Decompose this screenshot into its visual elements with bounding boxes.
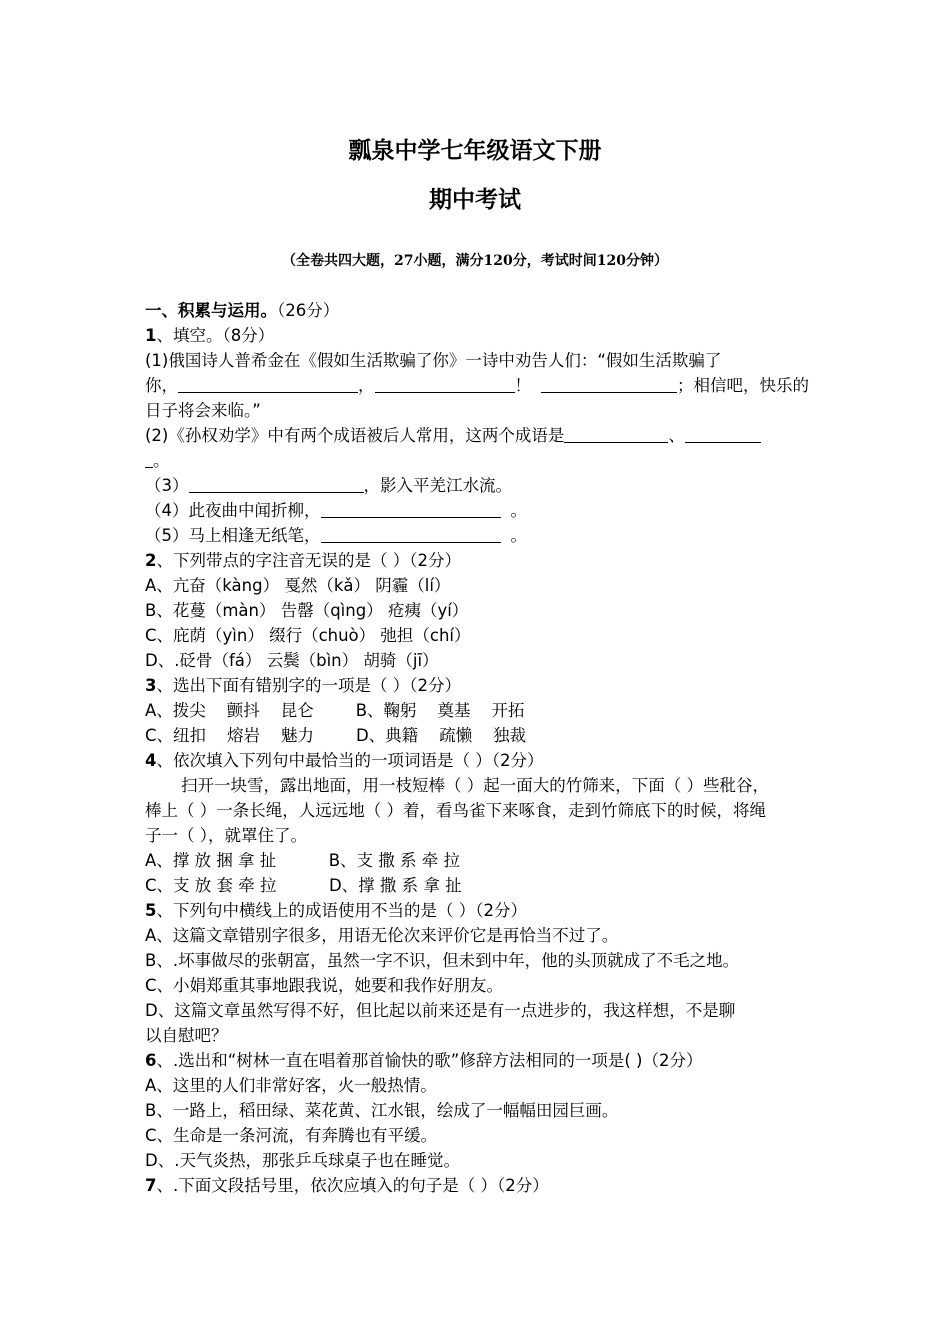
q1-part2-line2: 。 (145, 448, 810, 473)
question-2: 2、下列带点的字注音无误的是（ ）（2分） (145, 551, 461, 570)
q3-options-ab[interactable]: A、拨尖 颤抖 昆仑 B、鞠躬 奠基 开拓 (145, 701, 525, 720)
answer-blank[interactable] (145, 449, 153, 468)
answer-blank[interactable] (189, 474, 364, 493)
q5-option-d-line1[interactable]: D、这篇文章虽然写得不好，但比起以前来还是有一点进步的，我这样想，不是聊 (145, 1001, 736, 1020)
question-6: 6、.选出和“树林一直在唱着那首愉快的歌”修辞方法相同的一项是( )（2分） (145, 1051, 703, 1070)
q4-options-cd[interactable]: C、支 放 套 牵 拉 D、撑 撒 系 拿 扯 (145, 876, 462, 895)
q1-part2-line1: (2)《孙权劝学》中有两个成语被后人常用，这两个成语是 、 (145, 423, 810, 448)
q4-passage-line2: 棒上（ ）一条长绳，人远远地（ ）着，看鸟雀下来啄食，走到竹筛底下的时候，将绳 (145, 801, 766, 820)
answer-blank[interactable] (564, 424, 668, 443)
answer-blank[interactable] (685, 424, 761, 443)
q5-option-d-line2[interactable]: 以自慰吧？ (145, 1026, 228, 1045)
q1-part5: （5）马上相逢无纸笔， 。 (145, 526, 527, 545)
q2-option-c[interactable]: C、庇荫（yìn） 缀行（chuò） 弛担（chí） (145, 626, 471, 645)
q4-passage-line3: 子一（ ），就罩住了。 (145, 826, 307, 845)
question-1: 1、填空。（8分） (145, 326, 275, 345)
exam-subtitle: 期中考试 (429, 187, 521, 213)
q6-option-d[interactable]: D、.天气炎热，那张乒乓球桌子也在睡觉。 (145, 1151, 460, 1170)
question-4: 4、依次填入下列句中最恰当的一项词语是（ ）（2分） (145, 751, 544, 770)
q4-options-ab[interactable]: A、撑 放 捆 拿 扯 B、支 撒 系 牵 拉 (145, 851, 461, 870)
q1-part1-line1: (1)俄国诗人普希金在《假如生活欺骗了你》一诗中劝告人们：“假如生活欺骗了 (145, 351, 722, 370)
exam-note: （全卷共四大题，27小题，满分120分，考试时间120分钟） (282, 253, 668, 269)
q3-options-cd[interactable]: C、纽扣 熔岩 魅力 D、典籍 疏懒 独裁 (145, 726, 527, 745)
q5-option-a[interactable]: A、这篇文章错别字很多，用语无伦次来评价它是再恰当不过了。 (145, 926, 619, 945)
question-5: 5、下列句中横线上的成语使用不当的是（ ）（2分） (145, 901, 527, 920)
q1-part4: （4）此夜曲中闻折柳， 。 (145, 501, 527, 520)
answer-blank[interactable] (321, 499, 501, 518)
q2-option-a[interactable]: A、亢奋（kàng） 戛然（kǎ） 阴霾（lí） (145, 576, 451, 595)
q5-option-b[interactable]: B、.坏事做尽的张朝富，虽然一字不识，但未到中年，他的头顶就成了不毛之地。 (145, 951, 740, 970)
q6-option-c[interactable]: C、生命是一条河流，有奔腾也有平缓。 (145, 1126, 438, 1145)
q5-option-c[interactable]: C、小娟郑重其事地跟我说，她要和我作好朋友。 (145, 976, 504, 995)
exam-title: 瓢泉中学七年级语文下册 (348, 138, 602, 164)
q6-option-a[interactable]: A、这里的人们非常好客，火一般热情。 (145, 1076, 437, 1095)
q1-part3: （3） ，影入平羌江水流。 (145, 476, 512, 495)
exam-content (145, 298, 810, 1198)
answer-blank[interactable] (375, 374, 515, 393)
question-7: 7、.下面文段括号里，依次应填入的句子是（ ）（2分） (145, 1176, 549, 1195)
q1-part1-line3: 日子将会来临。” (145, 401, 261, 420)
q4-passage-line1: 扫开一块雪，露出地面，用一枝短棒（ ）起一面大的竹筛来，下面（ ）些秕谷， (181, 776, 769, 795)
answer-blank[interactable] (541, 374, 677, 393)
question-3: 3、选出下面有错别字的一项是（ ）（2分） (145, 676, 461, 695)
answer-blank[interactable] (178, 374, 358, 393)
q2-option-b[interactable]: B、花蔓（màn） 告罄（qìng） 疮痍（yí） (145, 601, 469, 620)
q1-part1-line2: 你， ， ！ ；相信吧，快乐的 (145, 376, 809, 395)
answer-blank[interactable] (321, 524, 501, 543)
section-heading: 一、积累与运用。（26分） (145, 301, 340, 320)
q6-option-b[interactable]: B、一路上，稻田绿、菜花黄、江水银，绘成了一幅幅田园巨画。 (145, 1101, 619, 1120)
q2-option-d[interactable]: D、.砭骨（fá） 云鬓（bìn） 胡骑（jī） (145, 651, 439, 670)
